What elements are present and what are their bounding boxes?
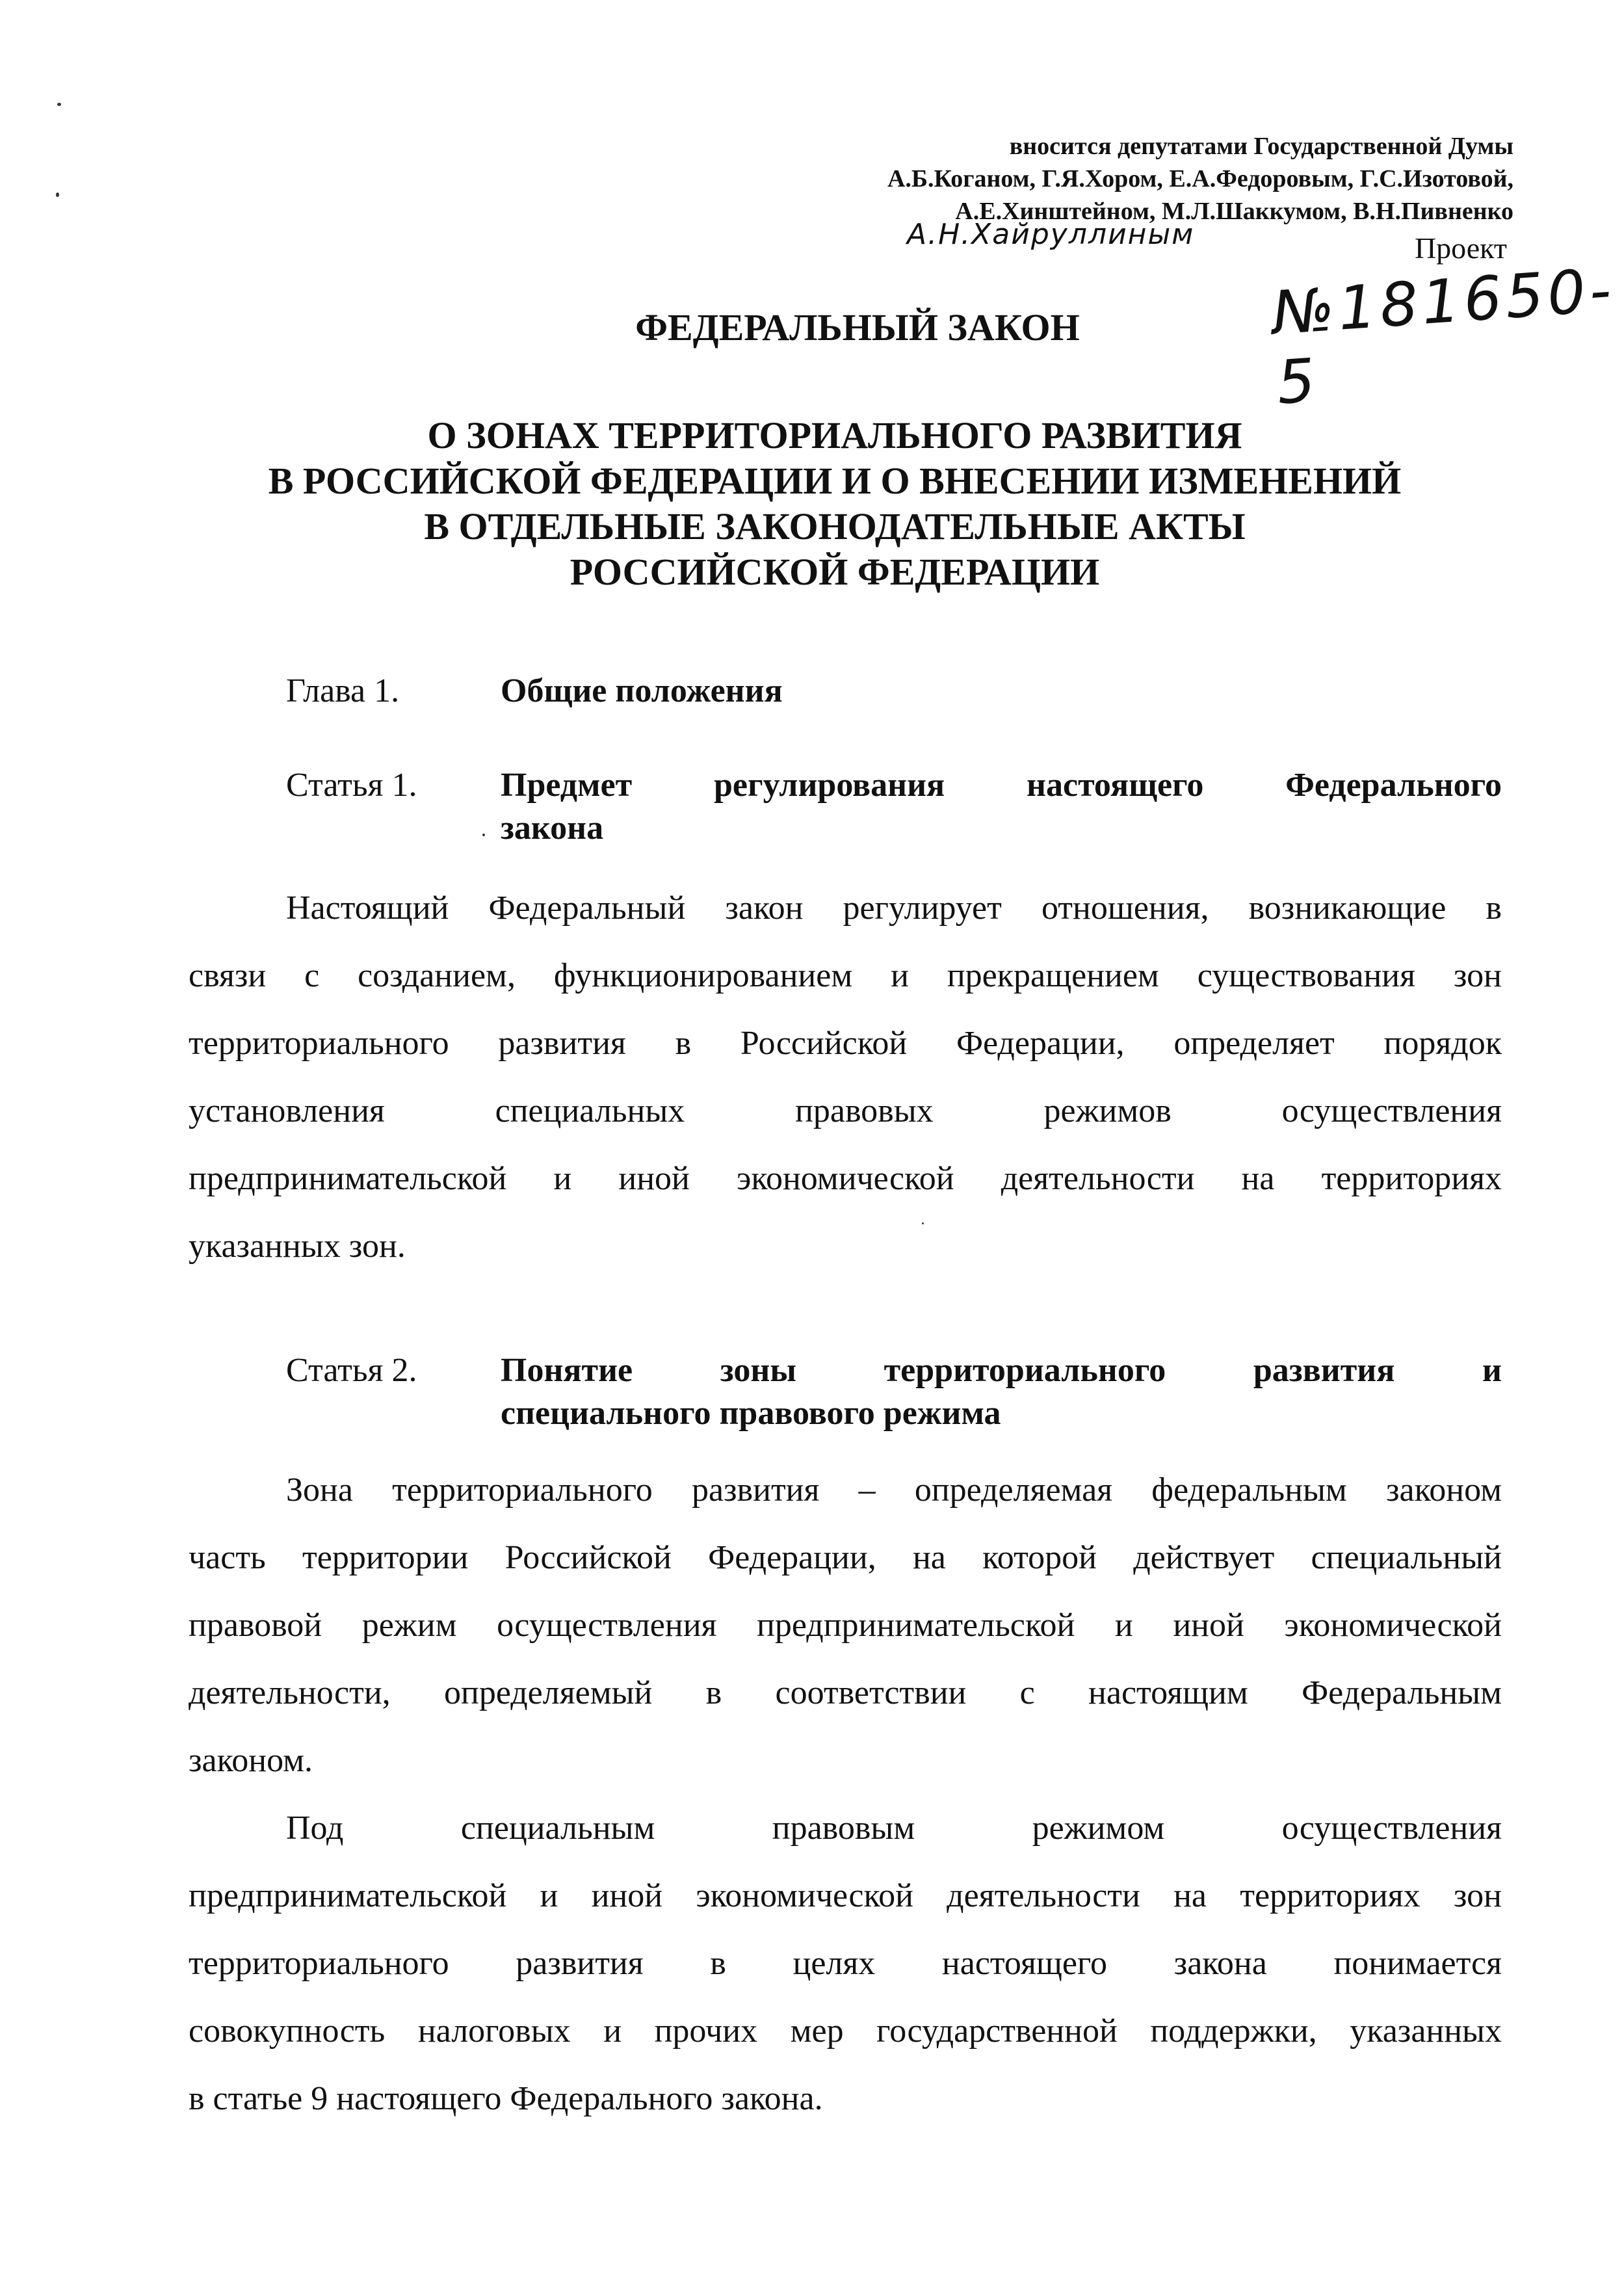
- law-title-line-1: О ЗОНАХ ТЕРРИТОРИАЛЬНОГО РАЗВИТИЯ: [427, 414, 1242, 456]
- article-title-line-1: Понятие зоны территориального развития и: [501, 1352, 1502, 1389]
- article-title: [501, 764, 1502, 850]
- header-line-2: А.Б.Коганом, Г.Я.Хором, Е.А.Федоровым, Г.С.Изотовой,: [887, 165, 1513, 192]
- paragraph-line: Зона территориального развития – определяемая федеральным законом: [286, 1471, 1502, 1509]
- paragraph-line: указанных зон.: [189, 1228, 406, 1265]
- chapter-number: Глава 1.: [286, 672, 400, 709]
- paragraph-line: установления специальных правовых режимов осуществления: [189, 1092, 1502, 1129]
- handwritten-registration-number: №181650-5: [1270, 255, 1617, 418]
- law-title-line-2: В РОССИЙСКОЙ ФЕДЕРАЦИИ И О ВНЕСЕНИИ ИЗМЕНЕНИЙ: [268, 460, 1402, 502]
- paragraph-line: территориального развития в Российской Федерации, определяет порядок: [189, 1025, 1502, 1062]
- law-title-line-3: В ОТДЕЛЬНЫЕ ЗАКОНОДАТЕЛЬНЫЕ АКТЫ: [424, 505, 1246, 547]
- handwritten-name: А.Н.Хайруллиным: [907, 218, 1195, 251]
- chapter-title: Общие положения: [501, 672, 783, 709]
- law-type-heading: ФЕДЕРАЛЬНЫЙ ЗАКОН: [635, 306, 1080, 349]
- paragraph-line: правовой режим осуществления предпринимательской и иной экономической: [189, 1607, 1502, 1644]
- article-title-line-2: специального правового режима: [501, 1395, 1001, 1432]
- header-line-1: вносится депутатами Государственной Думы: [1009, 133, 1513, 160]
- article-title-line-1: Предмет регулирования настоящего Федерального: [501, 767, 1502, 804]
- paragraph-line: предпринимательской и иной экономической деятельности на территориях: [189, 1160, 1502, 1197]
- project-label: Проект: [1414, 231, 1507, 265]
- paragraph-line: законом.: [189, 1742, 313, 1779]
- law-title-line-4: РОССИЙСКОЙ ФЕДЕРАЦИИ: [570, 551, 1100, 593]
- article-number: Статья 1.: [286, 767, 417, 804]
- paragraph-line: Под специальным правовым режимом осуществления: [286, 1810, 1502, 1847]
- paragraph-line: совокупность налоговых и прочих мер государственной поддержки, указанных: [189, 2012, 1502, 2050]
- article-1-paragraph: [189, 875, 1502, 1280]
- article-title-line-2: закона: [501, 810, 604, 847]
- paragraph-line: деятельности, определяемый в соответствии с настоящим Федеральным: [189, 1674, 1502, 1711]
- paragraph-line: часть территории Российской Федерации, на которой действует специальный: [189, 1539, 1502, 1576]
- paragraph-line: Настоящий Федеральный закон регулирует отношения, возникающие в: [286, 890, 1502, 927]
- submission-header: [733, 130, 1513, 228]
- header-line-3: А.Е.Хинштейном, М.Л.Шаккумом, В.Н.Пивненко: [955, 198, 1513, 225]
- article-2-paragraph-1: [189, 1457, 1502, 1795]
- paragraph-line: связи с созданием, функционированием и прекращением существования зон: [189, 957, 1502, 994]
- article-title: [501, 1349, 1502, 1435]
- law-title: [0, 413, 1624, 595]
- paragraph-line: территориального развития в целях настоящего закона понимается: [189, 1945, 1502, 1982]
- paragraph-line: в статье 9 настоящего Федерального закона.: [189, 2080, 823, 2117]
- article-number: Статья 2.: [286, 1352, 417, 1389]
- paragraph-line: предпринимательской и иной экономической деятельности на территориях зон: [189, 1877, 1502, 1914]
- article-2-paragraph-2: [189, 1795, 1502, 2133]
